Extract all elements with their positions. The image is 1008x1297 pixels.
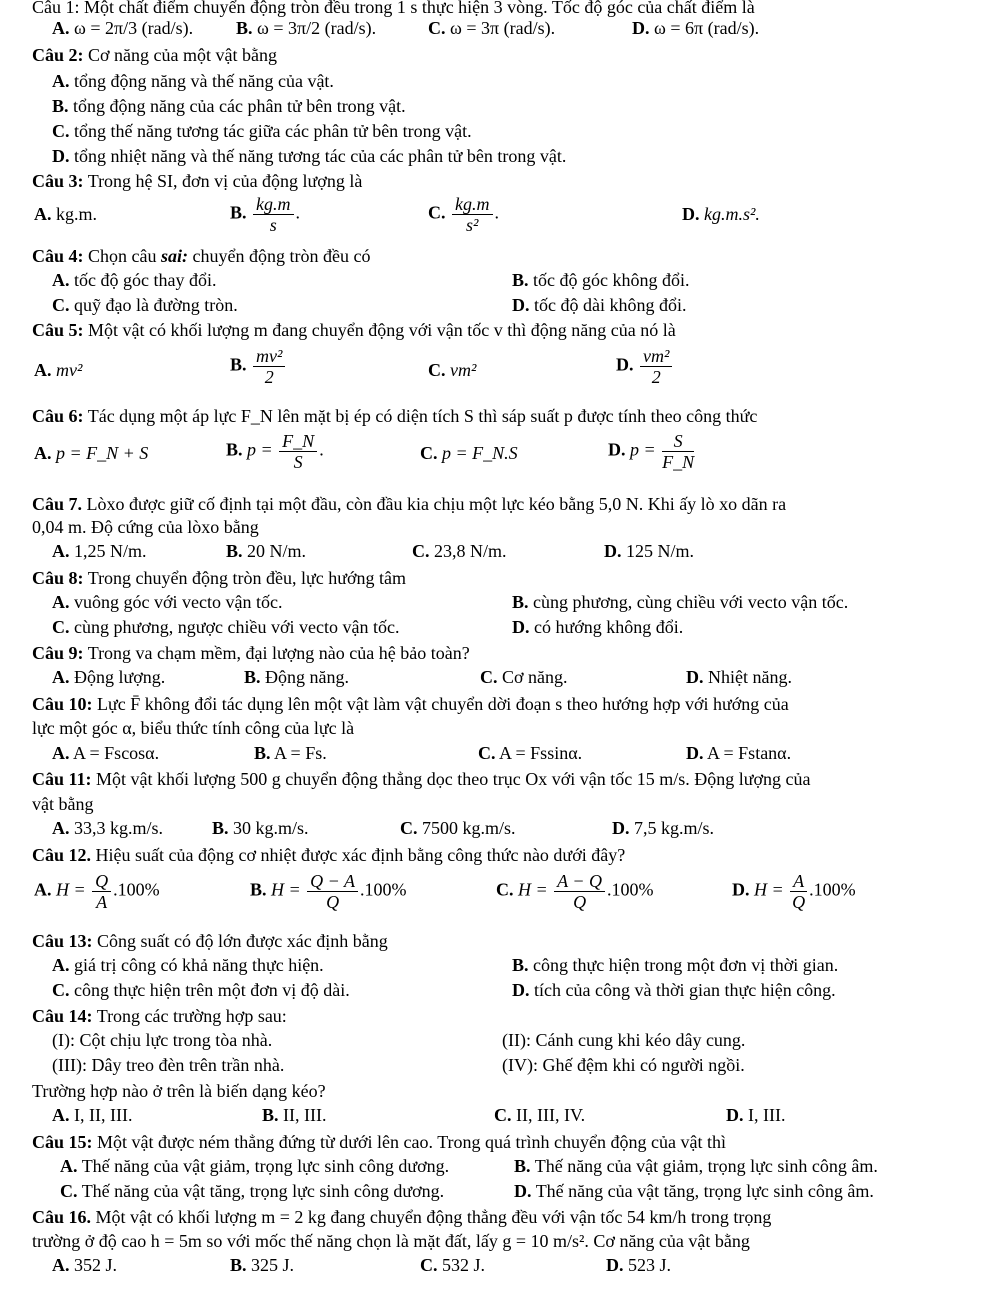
q2-option-b: B. tổng động năng của các phân tử bên trong vật. (52, 96, 406, 116)
q16-option-c: C. 532 J. (420, 1255, 486, 1275)
q16-option-d: D. 523 J. (606, 1255, 672, 1275)
q11-stem-2: vật bằng (32, 794, 94, 814)
q4-option-b: B. tốc độ góc không đổi. (512, 270, 690, 290)
q1-option-c: C. ω = 3π (rad/s). (428, 18, 556, 38)
q7-stem-2: 0,04 m. Độ cứng của lòxo bằng (32, 517, 259, 537)
q13-option-c: C. công thực hiện trên một đơn vị độ dài. (52, 980, 350, 1000)
q1-option-a: A. ω = 2π/3 (rad/s). (52, 18, 194, 38)
q14-case-1: (I): Cột chịu lực trong tòa nhà. (52, 1030, 273, 1050)
q1-option-b: B. ω = 3π/2 (rad/s). (236, 18, 377, 38)
q14-option-b: B. II, III. (262, 1105, 327, 1125)
q2-option-c: C. tổng thế năng tương tác giữa các phân tử bên trong vật. (52, 121, 472, 141)
q10-stem-2: lực một góc α, biểu thức tính công của lực là (32, 718, 355, 738)
q3-option-d: D. kg.m.s². (682, 204, 760, 224)
q12-option-b: B. H = $\frac{Q - A}{Q}$ .100% (250, 871, 407, 912)
q11-option-a: A. 33,3 kg.m/s. (52, 818, 164, 838)
q3-option-c: C. $\frac{kg.m}{\text{s²}}$ . (428, 194, 499, 235)
q15-stem: Câu 15: Một vật được ném thẳng đứng từ dưới lên cao. Trong quá trình chuyển động của vật thì (32, 1132, 726, 1152)
q13-option-b: B. công thực hiện trong một đơn vị thời gian. (512, 955, 839, 975)
q8-option-a: A. vuông góc với vecto vận tốc. (52, 592, 283, 612)
q12-stem: Câu 12. Hiệu suất của động cơ nhiệt được xác định bằng công thức nào dưới đây? (32, 845, 626, 865)
q7-option-c: C. 23,8 N/m. (412, 541, 507, 561)
q13-option-a: A. giá trị công có khả năng thực hiện. (52, 955, 324, 975)
q5-stem: Câu 5: Một vật có khối lượng m đang chuyển động với vận tốc v thì động năng của nó là (32, 320, 676, 340)
q8-stem: Câu 8: Trong chuyển động tròn đều, lực hướng tâm (32, 568, 407, 588)
q14-case-4: (IV): Ghế đệm khi có người ngồi. (502, 1055, 745, 1075)
q5-option-b: B. $\frac{\text{mv²}}{2}$ (230, 346, 287, 387)
q12-option-d: D. H = $\frac{A}{Q}$ .100% (732, 871, 856, 912)
q15-option-a: A. Thế năng của vật giảm, trọng lực sinh công dương. (60, 1156, 450, 1176)
q1-option-d: D. ω = 6π (rad/s). (632, 18, 760, 38)
q12-option-c: C. H = $\frac{A - Q}{Q}$ .100% (496, 871, 654, 912)
q3-option-a: A. kg.m. (34, 204, 98, 224)
q10-stem: Câu 10: Lực F̄ không đổi tác dụng lên một vật làm vật chuyển dời đoạn s theo hướng hợp với hướng của (32, 694, 789, 714)
q14-case-3: (III): Dây treo đèn trên trần nhà. (52, 1055, 285, 1075)
q8-option-d: D. có hướng không đổi. (512, 617, 684, 637)
q2-stem: Câu 2: Cơ năng của một vật bằng (32, 45, 277, 65)
q2-option-a: A. tổng động năng và thế năng của vật. (52, 71, 334, 91)
q8-option-b: B. cùng phương, cùng chiều với vecto vận tốc. (512, 592, 849, 612)
q16-stem: Câu 16. Một vật có khối lượng m = 2 kg đang chuyển động thẳng đều với vận tốc 54 km/h trong trọng (32, 1207, 772, 1227)
q12-option-a: A. H = $\frac{Q}{A}$ .100% (34, 871, 160, 912)
q10-option-c: C. A = Fssinα. (478, 743, 583, 763)
q4-option-c: C. quỹ đạo là đường tròn. (52, 295, 238, 315)
q7-option-a: A. 1,25 N/m. (52, 541, 147, 561)
q6-option-b: B. p = $\frac{F\_N}{S}$ . (226, 431, 324, 472)
q10-option-d: D. A = Fstanα. (686, 743, 792, 763)
q5-option-d: D. $\frac{\text{vm²}}{2}$ (616, 346, 674, 387)
q9-stem: Câu 9: Trong va chạm mềm, đại lượng nào của hệ bảo toàn? (32, 643, 470, 663)
q11-option-b: B. 30 kg.m/s. (212, 818, 309, 838)
q4-option-d: D. tốc độ dài không đổi. (512, 295, 687, 315)
q13-option-d: D. tích của công và thời gian thực hiện công. (512, 980, 836, 1000)
q14-case-2: (II): Cánh cung khi kéo dây cung. (502, 1030, 746, 1050)
q3-stem: Câu 3: Trong hệ SI, đơn vị của động lượng là (32, 171, 363, 191)
q4-option-a: A. tốc độ góc thay đổi. (52, 270, 217, 290)
q9-option-a: A. Động lượng. (52, 667, 166, 687)
q9-option-d: D. Nhiệt năng. (686, 667, 792, 687)
q7-option-b: B. 20 N/m. (226, 541, 307, 561)
q5-option-c: C. vm² (428, 360, 477, 380)
q16-stem-2: trường ở độ cao h = 5m so với mốc thế năng chọn là mặt đất, lấy g = 10 m/s². Cơ năng của vật bằng (32, 1231, 750, 1251)
q6-option-c: C. p = F_N.S (420, 443, 518, 463)
q6-stem: Câu 6: Tác dụng một áp lực F_N lên mặt bị ép có diện tích S thì sáp suất p được tính theo công thức (32, 406, 758, 426)
q7-stem: Câu 7. Lòxo được giữ cố định tại một đầu, còn đầu kia chịu một lực kéo bằng 5,0 N. Khi ấy lò xo dãn ra (32, 494, 787, 514)
q14-stem: Câu 14: Trong các trường hợp sau: (32, 1006, 287, 1026)
q4-stem: Câu 4: Chọn câu sai: chuyển động tròn đều có (32, 246, 371, 266)
q15-option-c: C. Thế năng của vật tăng, trọng lực sinh công dương. (60, 1181, 445, 1201)
q8-option-c: C. cùng phương, ngược chiều với vecto vận tốc. (52, 617, 400, 637)
q5-option-a: A. mv² (34, 360, 83, 380)
q10-option-b: B. A = Fs. (254, 743, 327, 763)
q11-option-c: C. 7500 kg.m/s. (400, 818, 516, 838)
q2-option-d: D. tổng nhiệt năng và thế năng tương tác của các phân tử bên trong vật. (52, 146, 567, 166)
q13-stem: Câu 13: Công suất có độ lớn được xác định bằng (32, 931, 388, 951)
q15-option-d: D. Thế năng của vật tăng, trọng lực sinh công âm. (514, 1181, 874, 1201)
q7-option-d: D. 125 N/m. (604, 541, 695, 561)
q3-option-b: B. $\frac{kg.m}{s}$ . (230, 194, 301, 235)
q16-option-b: B. 325 J. (230, 1255, 295, 1275)
q9-option-b: B. Động năng. (244, 667, 350, 687)
q11-option-d: D. 7,5 kg.m/s. (612, 818, 715, 838)
q14-question: Trường hợp nào ở trên là biến dạng kéo? (32, 1081, 326, 1101)
q11-stem: Câu 11: Một vật khối lượng 500 g chuyển động thẳng dọc theo trục Ox với vận tốc 15 m/s. Động lượng của (32, 769, 811, 789)
q14-option-a: A. I, II, III. (52, 1105, 133, 1125)
q1-stem: Câu 1: Một chất điểm chuyển động tròn đều trong 1 s thực hiện 3 vòng. Tốc độ góc của chất điểm là (32, 0, 755, 17)
q6-option-d: D. p = $\frac{S}{F\_N}$ (608, 431, 695, 472)
q14-option-d: D. I, III. (726, 1105, 786, 1125)
q6-option-a: A. p = F_N + S (34, 443, 149, 463)
q15-option-b: B. Thế năng của vật giảm, trọng lực sinh công âm. (514, 1156, 878, 1176)
q10-option-a: A. A = Fscosα. (52, 743, 160, 763)
q14-option-c: C. II, III, IV. (494, 1105, 586, 1125)
q9-option-c: C. Cơ năng. (480, 667, 568, 687)
q16-option-a: A. 352 J. (52, 1255, 118, 1275)
